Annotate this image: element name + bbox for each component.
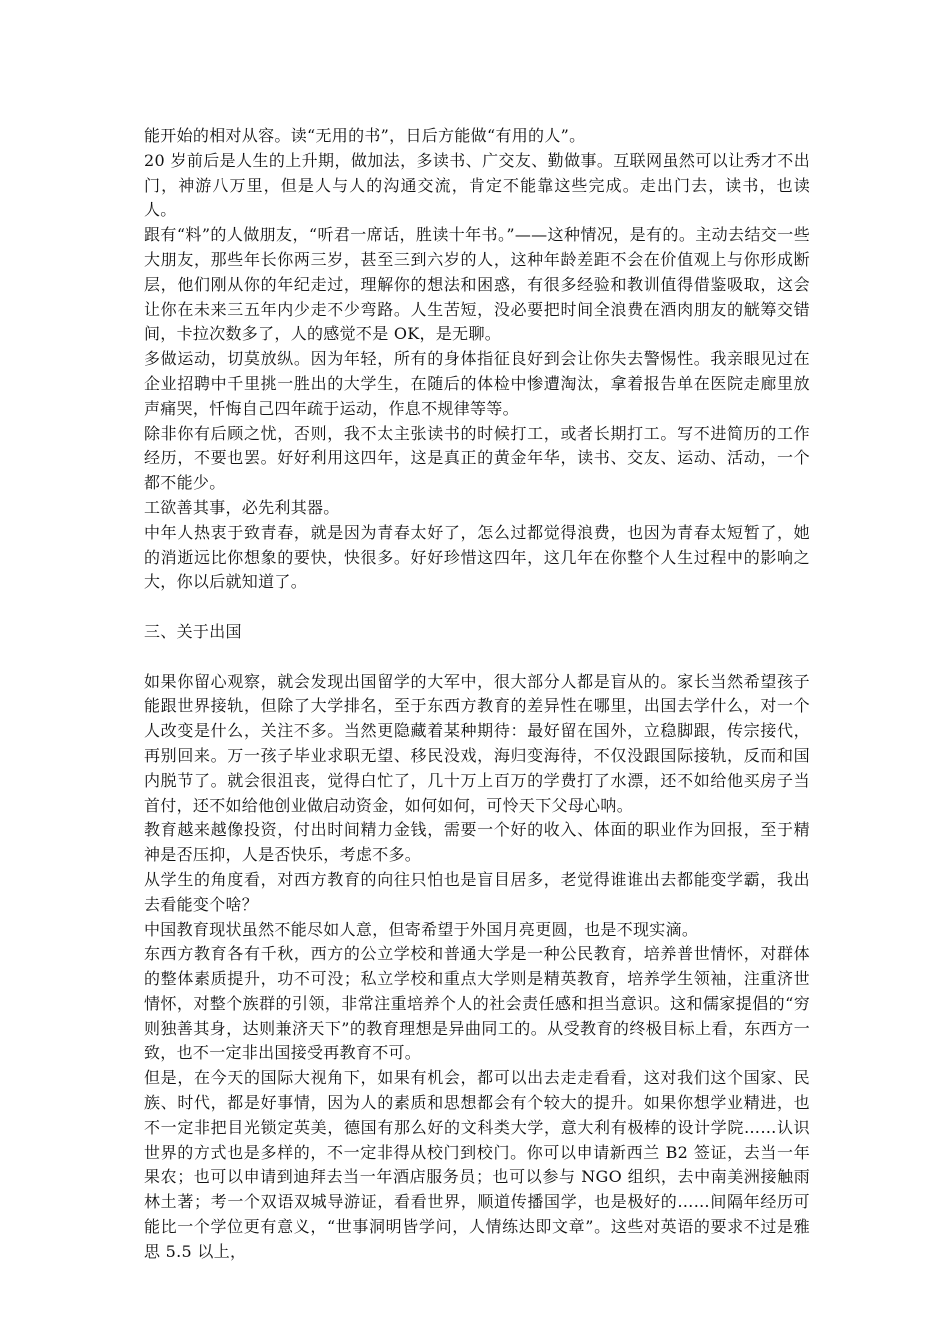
- body-paragraph: 中国教育现状虽然不能尽如人意，但寄希望于外国月亮更圆，也是不现实滴。: [144, 919, 699, 939]
- body-paragraph: 工欲善其事，必先利其器。: [144, 497, 340, 517]
- body-paragraph: 跟有“料”的人做朋友，“听君一席话，胜读十年书。”——这种情况，是有的。主动去结交一些大朋友，那些年长你两三岁，甚至三到六岁的人，这种年龄差距不会在价值观上与你形成断层，他们刚从你的年纪走过，理解你的想法和困惑，有很多经验和教训值得借鉴吸取，这会让你在未来三五年内少走不少弯路。人生苦短，没必要把时间全浪费在酒肉朋友的觥筹交错间，卡拉次数多了，人的感觉不是 OK，是无聊。: [144, 225, 810, 344]
- body-paragraph: 能开始的相对从容。读“无用的书”，日后方能做“有用的人”。: [144, 126, 586, 145]
- body-paragraph: 从学生的角度看，对西方教育的向往只怕也是盲目居多，老觉得谁谁出去都能变学霸，我出去看能变个啥？: [144, 869, 810, 914]
- document-body: [144, 124, 810, 1265]
- body-paragraph: 20 岁前后是人生的上升期，做加法，多读书、广交友、勤做事。互联网虽然可以让秀才不出门，神游八万里，但是人与人的沟通交流，肯定不能靠这些完成。走出门去，读书，也读人。: [144, 150, 810, 220]
- body-paragraph: 东西方教育各有千秋，西方的公立学校和普通大学是一种公民教育，培养普世情怀，对群体的整体素质提升，功不可没；私立学校和重点大学则是精英教育，培养学生领袖，注重济世情怀，对整个族群的引领，非常注重培养个人的社会责任感和担当意识。这和儒家提倡的“穷则独善其身，达则兼济天下”的教育理想是异曲同工的。从受教育的终极目标上看，东西方一致，也不一定非出国接受再教育不可。: [144, 944, 810, 1063]
- body-paragraph: 中年人热衷于致青春，就是因为青春太好了，怎么过都觉得浪费，也因为青春太短暂了，她的消逝远比你想象的要快，快很多。好好珍惜这四年，这几年在你整个人生过程中的影响之大，你以后就知道了。: [144, 522, 810, 592]
- blank-line: [144, 645, 810, 670]
- body-paragraph: 除非你有后顾之忧，否则，我不太主张读书的时候打工，或者长期打工。写不进简历的工作经历，不要也罢。好好利用这四年，这是真正的黄金年华，读书、交友、运动、活动，一个都不能少。: [144, 423, 810, 493]
- body-paragraph: 但是，在今天的国际大视角下，如果有机会，都可以出去走走看看，这对我们这个国家、民族、时代，都是好事情，因为人的素质和思想都会有个较大的提升。如果你想学业精进，也不一定非把目光锁定英美，德国有那么好的文科类大学，意大利有极棒的设计学院……认识世界的方式也是多样的，不一定非得从校门到校门。你可以申请新西兰 B2 签证，去当一年果农；也可以申请到迪拜去当一年酒店服务员；也可以参与 NGO 组织，去中南美洲接触雨林土著；考一个双语双城导游证，看看世界，顺道传播国学，也是极好的……间隔年经历可能比一个学位更有意义，“世事洞明皆学问，人情练达即文章”。这些对英语的要求不过是雅思 5.5 以上，: [144, 1068, 810, 1261]
- blank-line: [144, 595, 810, 620]
- body-paragraph: 如果你留心观察，就会发现出国留学的大军中，很大部分人都是盲从的。家长当然希望孩子能跟世界接轨，但除了大学排名，至于东西方教育的差异性在哪里，出国去学什么，对一个人改变是什么，关注不多。当然更隐藏着某种期待：最好留在国外，立稳脚跟，传宗接代，再别回来。万一孩子毕业求职无望、移民没戏，海归变海待，不仅没跟国际接轨，反而和国内脱节了。就会很沮丧，觉得白忙了，几十万上百万的学费打了水漂，还不如给他买房子当首付，还不如给他创业做启动资金，如何如何，可怜天下父母心呐。: [144, 671, 810, 815]
- section-heading: 三、关于出国: [144, 621, 242, 641]
- body-paragraph: 多做运动，切莫放纵。因为年轻，所有的身体指征良好到会让你失去警惕性。我亲眼见过在企业招聘中千里挑一胜出的大学生，在随后的体检中惨遭淘汰，拿着报告单在医院走廊里放声痛哭，忏悔自己四年疏于运动，作息不规律等等。: [144, 349, 810, 418]
- body-paragraph: 教育越来越像投资，付出时间精力金钱，需要一个好的收入、体面的职业作为回报，至于精神是否压抑，人是否快乐，考虑不多。: [144, 820, 810, 865]
